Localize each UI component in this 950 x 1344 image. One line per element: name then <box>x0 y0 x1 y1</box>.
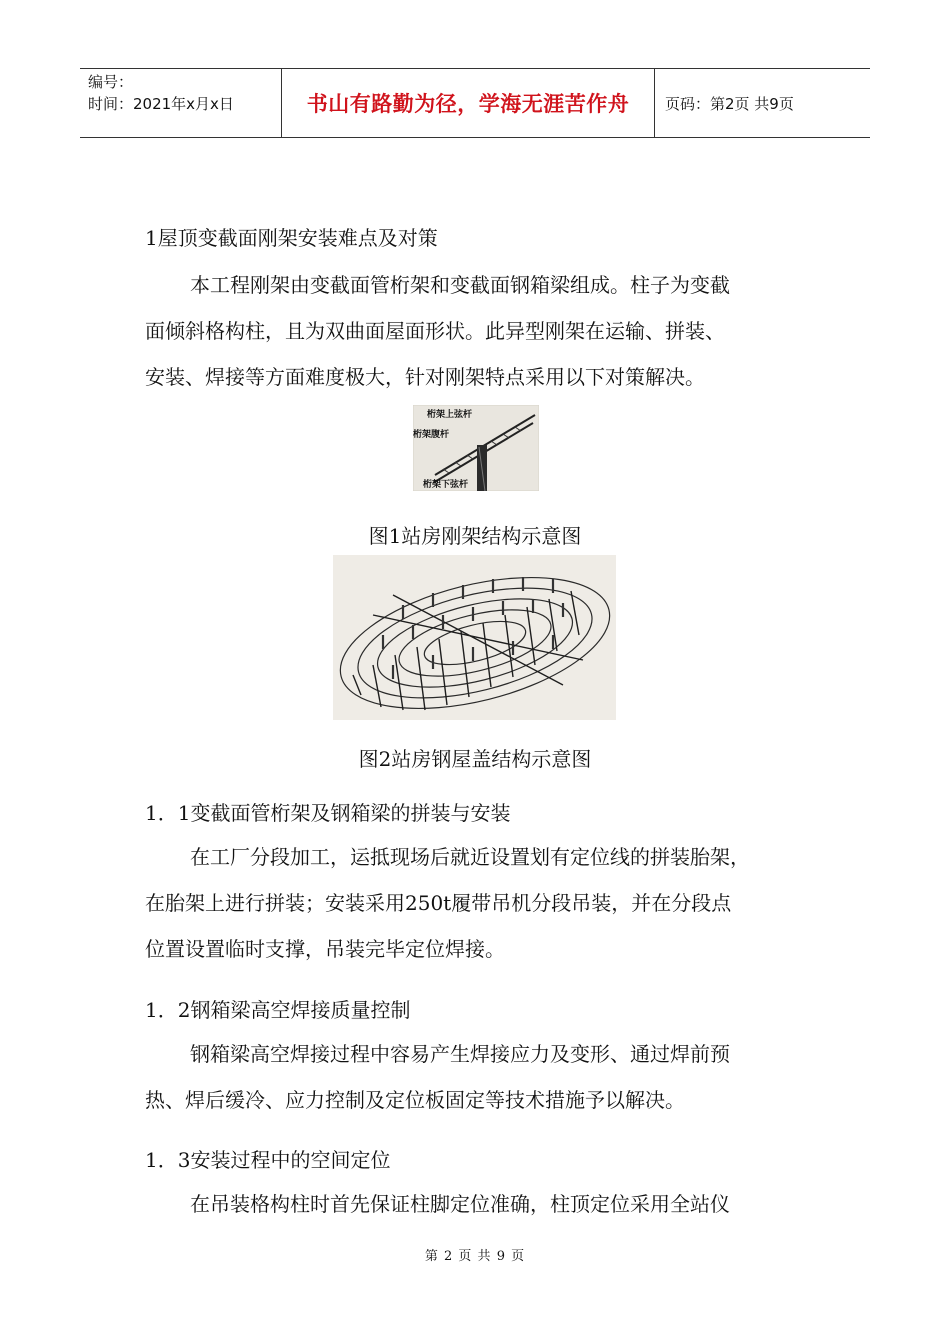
paragraph-line: 在胎架上进行拼装；安装采用250t履带吊机分段吊装，并在分段点 <box>145 891 732 915</box>
paragraph-line: 在吊装格构柱时首先保证柱脚定位准确，柱顶定位采用全站仪 <box>190 1192 730 1216</box>
subsection-paragraph <box>145 1031 825 1123</box>
paragraph-line: 钢箱梁高空焊接过程中容易产生焊接应力及变形、通过焊前预 <box>190 1042 730 1066</box>
header-meta <box>80 69 282 137</box>
intro-paragraph <box>145 262 825 400</box>
subsection-title: 1．2钢箱梁高空焊接质量控制 <box>145 998 411 1022</box>
page-header <box>80 68 870 138</box>
figure-1-label-web-member: 桁架腹杆 <box>413 430 450 440</box>
figure-1-truss-photo <box>413 405 539 491</box>
subsection-title: 1．1变截面管桁架及钢箱梁的拼装与安装 <box>145 801 511 825</box>
subsection-title: 1．3安装过程中的空间定位 <box>145 1148 391 1172</box>
document-date-label: 时间：2021年x月x日 <box>88 95 234 113</box>
subsection-paragraph <box>145 834 825 972</box>
paragraph-line: 热、焊后缓冷、应力控制及定位板固定等技术措施予以解决。 <box>145 1088 685 1112</box>
section-title: 1屋顶变截面刚架安装难点及对策 <box>145 226 438 250</box>
header-motto: 书山有路勤为径，学海无涯苦作舟 <box>282 69 655 137</box>
header-page-number: 页码：第2页 共9页 <box>665 94 794 113</box>
intro-line: 安装、焊接等方面难度极大，针对刚架特点采用以下对策解决。 <box>145 365 705 389</box>
paragraph-line: 位置设置临时支撑，吊装完毕定位焊接。 <box>145 937 505 961</box>
figure-1-caption: 图1站房刚架结构示意图 <box>368 524 582 548</box>
subsection-paragraph <box>145 1181 825 1227</box>
intro-line: 面倾斜格构柱，且为双曲面屋面形状。此异型刚架在运输、拼装、 <box>145 319 725 343</box>
figure-2-roof-structure-photo <box>333 555 616 720</box>
page-footer: 第 2 页 共 9 页 <box>424 1249 526 1264</box>
paragraph-line: 在工厂分段加工，运抵现场后就近设置划有定位线的拼装胎架， <box>190 845 750 869</box>
document-number-label: 编号： <box>88 73 134 91</box>
figure-1-label-bottom-chord: 桁架下弦杆 <box>423 480 469 490</box>
figure-1-label-top-chord: 桁架上弦杆 <box>427 410 473 420</box>
figure-2-caption: 图2站房钢屋盖结构示意图 <box>358 747 592 771</box>
intro-line: 本工程刚架由变截面管桁架和变截面钢箱梁组成。柱子为变截 <box>190 273 730 297</box>
